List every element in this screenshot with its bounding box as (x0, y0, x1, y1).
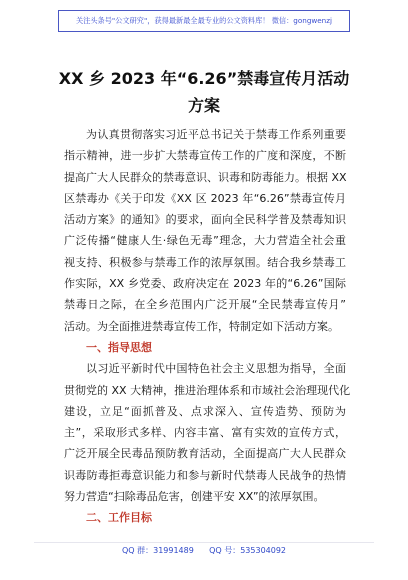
paragraph-line: 广泛开展全民毒品预防教育活动，全面提高广大人民群众 (64, 447, 346, 461)
paragraph-line: 建设，立足“面抓普及、点求深入、宣传造势、预防为 (64, 404, 346, 418)
paragraph-line: 识毒防毒拒毒意识能力和参与新时代禁毒人民战争的热情 (64, 468, 346, 482)
paragraph-line: 活动。为全面推进禁毒宣传工作，特制定如下活动方案。 (64, 319, 339, 333)
document-body (64, 124, 351, 529)
paragraph-line: 视支持、积极参与禁毒工作的浓厚氛围。结合我乡禁毒工 (64, 255, 346, 269)
paragraph-line: 指示精神，进一步扩大禁毒宣传工作的广度和深度，不断 (64, 149, 346, 163)
paragraph-line: 为认真贯彻落实习近平总书记关于禁毒工作系列重要 (86, 128, 346, 141)
header-banner: 关注头条号"公文研究"，获得最新最全最专业的公文资料库！ 微信：gongwenzj (58, 10, 350, 32)
paragraph-line: 主”，采取形式多样、内容丰富、富有实效的宣传方式， (64, 426, 346, 440)
section-heading-guiding-ideology: 一、指导思想 (86, 340, 152, 354)
paragraph-line: 禁毒日之际，在全乡范围内广泛开展“全民禁毒宣传月” (64, 298, 346, 312)
paragraph-line: 作实际，XX 乡党委、政府决定在 2023 年的“6.26”国际 (64, 277, 346, 291)
paragraph-line: 广泛传播“健康人生·绿色无毒”理念，大力营造全社会重 (64, 234, 346, 248)
document-title-line-1: XX 乡 2023 年“6.26”禁毒宣传月活动 (58, 69, 350, 88)
footer-divider (34, 542, 374, 543)
paragraph-line: 区禁毒办《关于印发《XX 区 2023 年“6.26”禁毒宣传月 (64, 191, 346, 205)
paragraph-line: 努力营造“扫除毒品危害，创建平安 XX”的浓厚氛围。 (64, 490, 325, 504)
paragraph-line: 活动方案》的通知》的要求，面向全民科学普及禁毒知识 (64, 213, 346, 227)
paragraph-line: 贯彻党的 XX 大精神，推进治理体系和市域社会治理现代化 (64, 383, 351, 397)
document-title-line-2: 方案 (187, 96, 220, 115)
paragraph-line: 以习近平新时代中国特色社会主义思想为指导，全面 (86, 362, 346, 376)
section-heading-work-goals: 二、工作目标 (86, 511, 152, 525)
paragraph-line: 提高广大人民群众的禁毒意识、识毒和防毒能力。根据 XX (64, 170, 347, 184)
footer-contact: QQ 群：31991489 QQ 号：535304092 (121, 546, 287, 555)
